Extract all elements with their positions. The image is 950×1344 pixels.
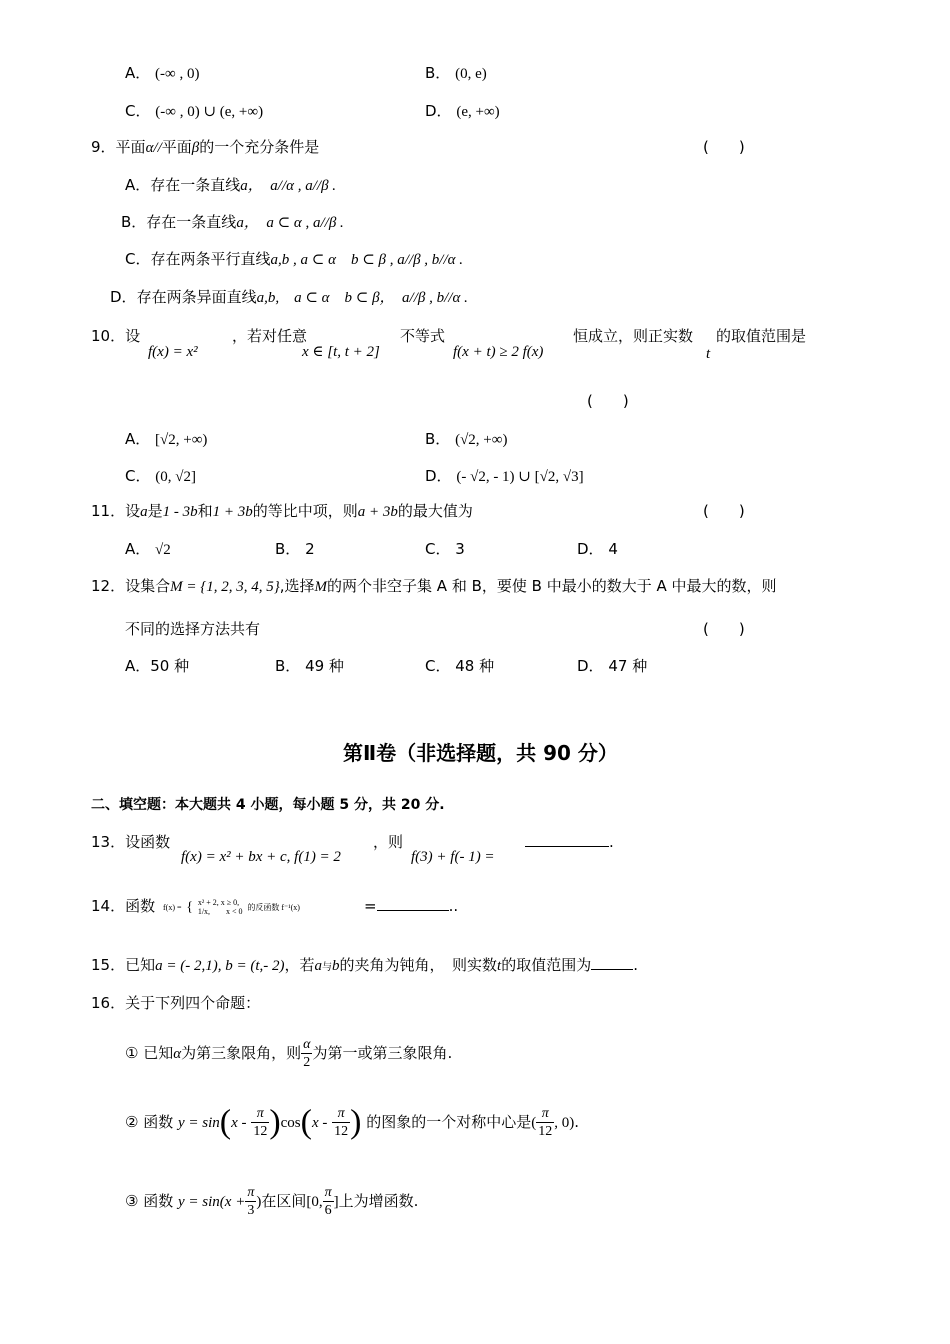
q13-text-then: ，则	[373, 833, 404, 851]
q14-piecewise: f(x) = { x² + 2, x ≥ 0, 1/x, x < 0 的反函数 f⁻¹(x)	[163, 898, 300, 916]
q11-option-d: D． 4	[577, 540, 618, 558]
q16-prop-2: ② 函数 y = sin(x - $\frac{\pi}{12}$ )cos(x - $\frac{\pi}{12}$ ) 的图象的一个对称中心是( $\frac{\pi}{12}$ , 0).	[125, 1103, 580, 1141]
q14-stem: 14．函数	[91, 897, 156, 915]
part2-title: 第Ⅱ卷（非选择题，共 90 分）	[343, 741, 618, 765]
q15-answer-blank[interactable]	[591, 954, 633, 970]
q9-option-b: B．存在一条直线a， a ⊂ α , a//β .	[121, 213, 344, 231]
q12-stem-line2: 不同的选择方法共有	[125, 620, 261, 638]
q12-option-a: A．50 种	[125, 657, 190, 675]
q16-prop-3: ③ 函数 y = sin(x + $\frac{\pi}{3}$ )在区间[0, $\frac{\pi}{6}$ ]上为增函数.	[125, 1185, 419, 1218]
q16-prop-1: ① 已知α为第三象限角，则 $\frac{\alpha}{2}$ 为第一或第三象限角.	[125, 1037, 453, 1070]
section2-heading: 二、填空题：本大题共 4 小题，每小题 5 分，共 20 分.	[91, 797, 445, 813]
q10-stem: 10．设	[91, 327, 141, 345]
q10-text-any: ，若对任意	[232, 327, 308, 345]
q11-option-a: A． √2	[125, 540, 171, 558]
q12-stem: 12．设集合M = {1, 2, 3, 4, 5},选择M的两个非空子集 A 和 B，要使 B 中最小的数大于 A 中最大的数，则	[91, 577, 777, 595]
q8-option-d: D． (e, +∞)	[425, 102, 500, 120]
q13-stem: 13．设函数	[91, 833, 171, 851]
q16-stem: 16．关于下列四个命题：	[91, 994, 261, 1012]
q10-math-fx: f(x) = x²	[148, 344, 198, 360]
q10-option-d: D． (- √2, - 1) ∪ [√2, √3]	[425, 467, 584, 485]
q10-answer-paren: ( )	[587, 392, 629, 410]
q14-answer-blank[interactable]: = ..	[364, 897, 459, 915]
q8-option-b: B． (0, e)	[425, 64, 487, 82]
q8-option-a: A． (-∞ , 0)	[125, 64, 200, 82]
q11-stem: 11．设a是1 - 3b和1 + 3b的等比中项，则a + 3b的最大值为	[91, 502, 473, 520]
q11-option-b: B． 2	[275, 540, 315, 558]
q12-answer-paren: ( )	[703, 620, 745, 638]
q9-answer-paren: ( )	[703, 138, 745, 156]
q10-text-range: 的取值范围是	[716, 327, 807, 345]
q11-answer-paren: ( )	[703, 502, 745, 520]
q12-option-b: B． 49 种	[275, 657, 344, 675]
q10-math-ineq: f(x + t) ≥ 2 f(x)	[453, 344, 544, 360]
q11-option-c: C． 3	[425, 540, 465, 558]
q8-option-c: C． (-∞ , 0) ∪ (e, +∞)	[125, 102, 264, 120]
q9-option-d: D．存在两条异面直线a,b, a ⊂ α b ⊂ β， a//β , b//α .	[110, 288, 468, 306]
q13-math-def: f(x) = x² + bx + c, f(1) = 2	[181, 849, 341, 865]
q10-text-hold: 恒成立，则正实数	[573, 327, 694, 345]
q10-option-c: C． (0, √2]	[125, 467, 196, 485]
q12-option-c: C． 48 种	[425, 657, 495, 675]
q13-answer-blank[interactable]: .	[525, 831, 614, 853]
q9-option-c: C．存在两条平行直线a,b , a ⊂ α b ⊂ β , a//β , b//α .	[125, 250, 463, 268]
q10-math-interval: x ∈ [t, t + 2]	[302, 344, 380, 360]
q13-math-ask: f(3) + f(- 1) =	[411, 849, 495, 865]
q9-option-a: A．存在一条直线a， a//α , a//β .	[125, 176, 337, 194]
q10-option-a: A． [√2, +∞)	[125, 430, 208, 448]
q10-option-b: B． (√2, +∞)	[425, 430, 508, 448]
q12-option-d: D． 47 种	[577, 657, 648, 675]
q10-text-ineq: 不等式	[400, 327, 446, 345]
q15-stem: 15．已知a = (- 2,1), b = (t,- 2)，若a与b的夹角为钝角， 则实数t的取值范围为 .	[91, 956, 638, 974]
q10-math-t: t	[706, 346, 711, 362]
q9-stem: 9．平面α//平面β的一个充分条件是	[91, 138, 320, 156]
